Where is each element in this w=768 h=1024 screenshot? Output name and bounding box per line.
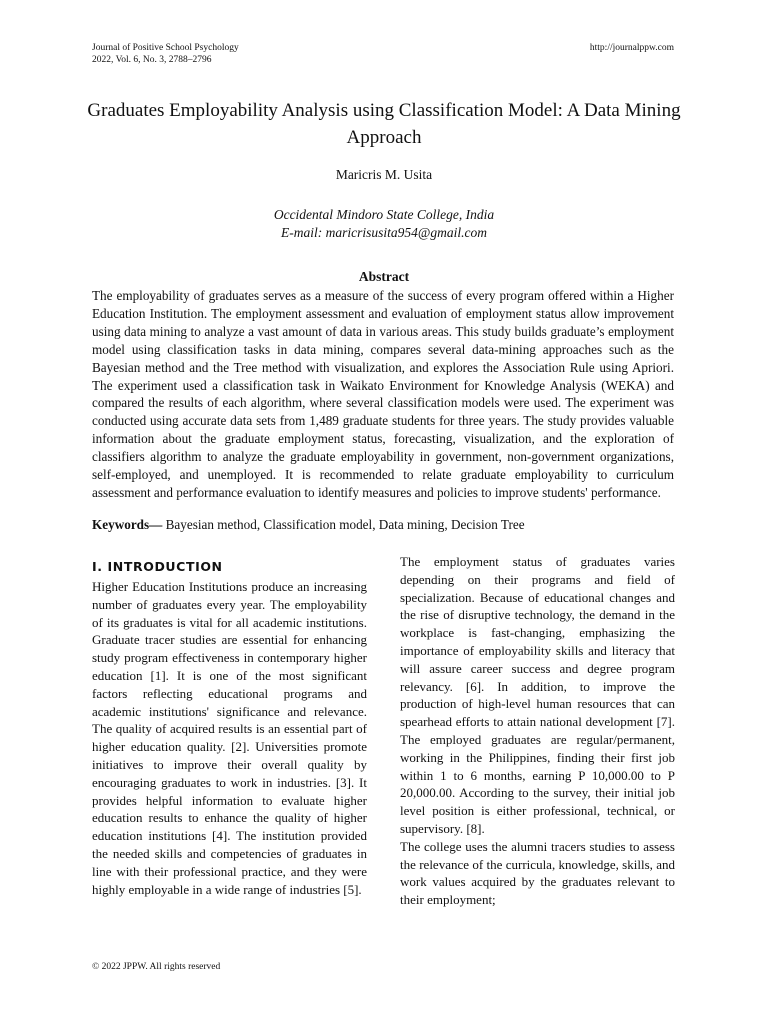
keywords-text: Bayesian method, Classification model, Data mining, Decision Tree (162, 517, 525, 532)
affiliation-block (0, 206, 768, 242)
abstract-text: The employability of graduates serves as a measure of the success of every program offered within a Higher Education Institution. The employment assessment and evaluation of employment status allow improvement using data mining to analyze a vast amount of data in various areas. This study builds graduate’s employment model using classification tasks in data mining, compares several data-mining approaches such as the Bayesian method and the Tree method with visualization, and explores the Association Rule using Apriori. The experiment used a classification task in Waikato Environment for Knowledge Analysis (WEKA) and compared the results of each algorithm, where several classification models were used. The experiment was conducted using accurate data sets from 1,489 graduate students for three years. The study provides valuable information about the graduate employment status, forecasting, visualization, and the exploration of classifiers algorithm to analyze the graduate employability in government, non-government organizations, self-employed, and unemployed. It is recommended to relate graduate employability to curriculum assessment and performance evaluation to identify measures and policies to improve students' performance. (92, 288, 674, 500)
paper-title: Graduates Employability Analysis using Classification Model: A Data Mining Approach (87, 100, 681, 148)
right-paragraph-2: The college uses the alumni tracers studies to assess the relevance of the curricula, knowledge, skills, and work values acquired by the graduates relevant to their employment; (400, 838, 675, 908)
abstract-heading: Abstract (358, 269, 410, 284)
right-column (400, 553, 675, 909)
journal-name: Journal of Positive School Psychology (92, 43, 239, 53)
keywords-label: Keywords— (92, 517, 163, 532)
journal-header (92, 42, 239, 66)
keywords (92, 516, 674, 534)
introduction-section (92, 557, 367, 898)
author-name: Maricris M. Usita (335, 167, 433, 182)
author-email[interactable]: E-mail: maricrisusita954@gmail.com (281, 225, 487, 240)
introduction-heading: I. INTRODUCTION (92, 559, 223, 574)
journal-issue: 2022, Vol. 6, No. 3, 2788–2796 (92, 55, 212, 65)
journal-url[interactable]: http://journalppw.com (589, 43, 674, 53)
affiliation: Occidental Mindoro State College, India (273, 207, 495, 222)
right-paragraph-1: The employment status of graduates varies depending on their programs and field of specialization. Because of educational changes and the rise of disruptive technology, the demand in the workplace is fast-changing, emphasizing the importance of employability skills and literacy that will assure career success and degree program relevancy. [6]. In addition, to improve the production of high-level human resources that can spearhead efforts to attain national development [7]. The employed graduates are regular/permanent, working in the Philippines, finding their first job within 1 to 6 months, earning P 10,000.00 to P 20,000.00. According to the survey, their initial job level position is either professional, technical, or supervisory. [8]. (400, 554, 675, 836)
introduction-text: Higher Education Institutions produce an increasing number of graduates every year. The employability of its graduates is vital for all academic institutions. Graduate tracer studies are essential for enhancing study program effectiveness in contemporary higher education [1]. It is one of the most significant factors reflecting educational programs and academic institutions' significance and relevance. The quality of acquired results is an essential part of higher education quality. [2]. Universities promote initiatives to improve their overall quality by encouraging graduates to work in industries. [3]. It provides helpful information to evaluate higher education results to enhance the quality of higher education institutions [4]. The institution provided the needed skills and competencies of graduates in line with their professional practice, and they were highly employable in a wide range of industries [5]. (92, 579, 367, 897)
copyright-footer: © 2022 JPPW. All rights reserved (92, 962, 221, 972)
